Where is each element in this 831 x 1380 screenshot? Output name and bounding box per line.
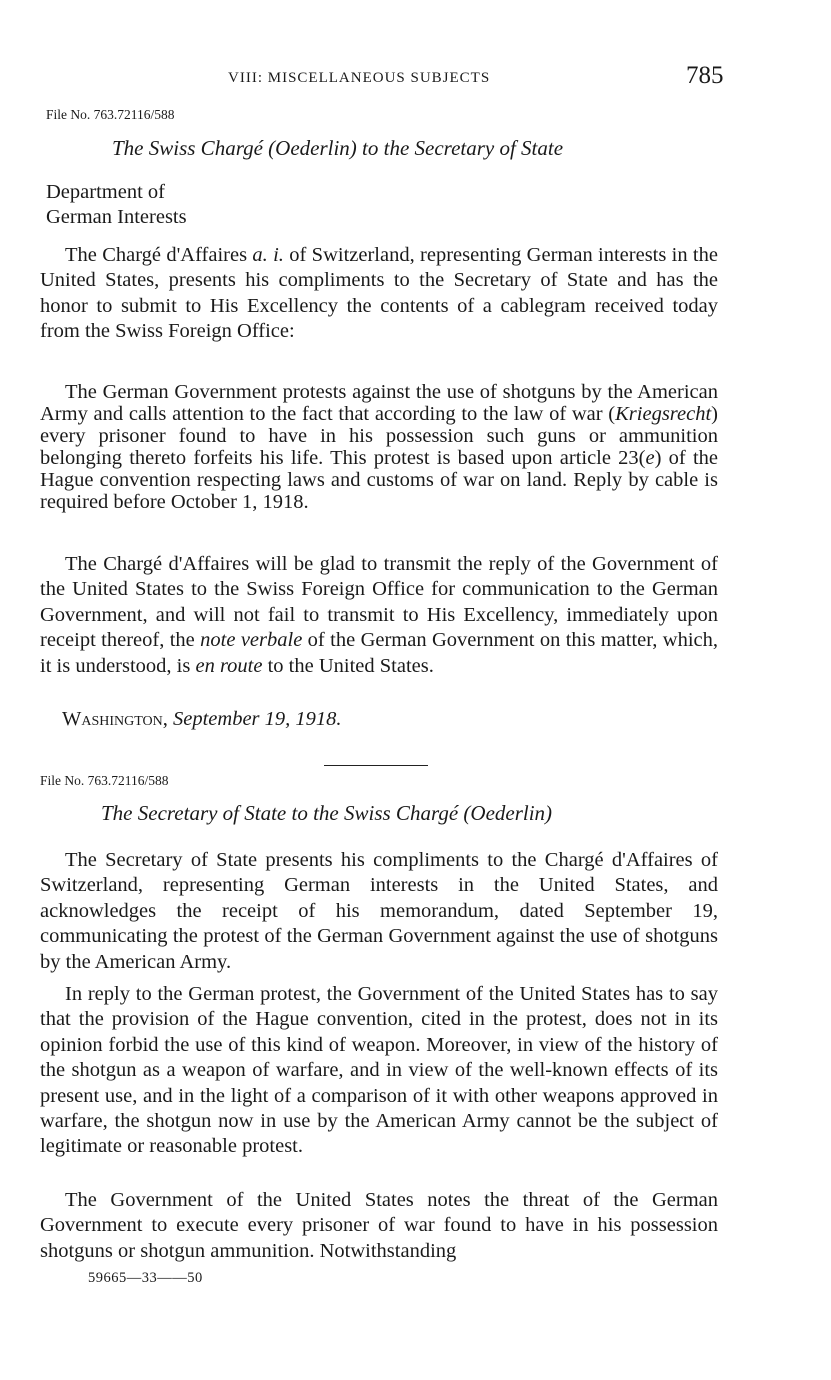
department-line-1: Department of bbox=[46, 181, 165, 203]
paragraph-text: The Government of the United States notes the threat of the German Government to execute every prisoner of war found to have in his possession shotguns or shotgun ammunition. Notwithstanding bbox=[40, 1189, 718, 1262]
department-line-2: German Interests bbox=[46, 206, 187, 228]
doc2-paragraph-2 bbox=[40, 982, 718, 1160]
signoff-place: Washington, bbox=[62, 708, 168, 730]
print-code: 59665—33——50 bbox=[88, 1270, 203, 1286]
signoff bbox=[62, 708, 342, 731]
paragraph-text: In reply to the German protest, the Government of the United States has to say that the provision of the Hague convention, cited in the protest, does not in its opinion forbid the use of this kind of weapon. Moreover, in view of the history of the shotgun as a weapon of warfare, and in view of the well-known effects of its present use, and in the light of a comparison of it with other weapons approved in warfare, the shotgun now in use by the American Army cannot be the subject of legitimate or reasonable protest. bbox=[40, 983, 718, 1158]
section-divider bbox=[324, 765, 428, 766]
italic-run: en route bbox=[195, 654, 263, 677]
doc1-paragraph-2 bbox=[40, 552, 718, 679]
italic-run: a. i. bbox=[252, 244, 284, 266]
doc1-file-number: File No. 763.72116/588 bbox=[46, 107, 175, 122]
running-head: VIII: MISCELLANEOUS SUBJECTS bbox=[228, 70, 491, 86]
doc2-paragraph-3 bbox=[40, 1188, 718, 1264]
text-run: of Switzerland, representing German interests in the United States, presents his compliments to the Secretary of State and has the honor to submit to His Excellency the contents of a cablegram received today from the Swiss Foreign Office: bbox=[40, 244, 718, 343]
italic-run: note verbale bbox=[200, 629, 303, 652]
department-heading bbox=[46, 180, 187, 230]
italic-run: Kriegsrecht bbox=[615, 403, 712, 425]
text-run: The German Government protests against the use of shotguns by the American Army and calls attention to the fact that according to the law of war ( bbox=[40, 381, 718, 425]
italic-run: e bbox=[645, 447, 655, 469]
doc1-title: The Swiss Chargé (Oederlin) to the Secretary of State bbox=[112, 136, 564, 160]
text-run: ) every prisoner found to have in his possession such guns or ammunition belonging thereto forfeits his life. This protest is based upon article 23( bbox=[40, 403, 718, 469]
doc2-paragraph-1 bbox=[40, 848, 718, 975]
cablegram-quote bbox=[40, 381, 718, 513]
doc2-file-number: File No. 763.72116/588 bbox=[40, 773, 169, 788]
paragraph-text: The Secretary of State presents his compliments to the Chargé d'Affaires of Switzerland, representing German interests in the United States, and acknowledges the receipt of his memorandum, dated September 19, communicating the protest of the German Government against the use of shotguns by the American Army. bbox=[40, 849, 718, 973]
text-run: The Chargé d'Affaires will be glad to transmit the reply of the Government of the United States to the Swiss Foreign Office for communication to the German Government, and will not fail to transmit to His Excellency, immediately upon receipt thereof, the bbox=[40, 553, 718, 652]
signoff-date: September 19, 1918. bbox=[173, 708, 342, 730]
page-header bbox=[0, 62, 831, 96]
page-number: 785 bbox=[686, 62, 724, 89]
doc1-paragraph-1 bbox=[40, 243, 718, 345]
text-run: ) of the Hague convention respecting laws and customs of war on land. Reply by cable is required before October 1, 1918. bbox=[40, 447, 718, 513]
text-run: The Chargé d'Affaires bbox=[65, 244, 253, 266]
text-run: to the United States. bbox=[262, 654, 434, 677]
text-run: of the German Government on this matter, which, it is understood, is bbox=[40, 629, 719, 677]
doc2-title: The Secretary of State to the Swiss Chargé (Oederlin) bbox=[101, 801, 553, 825]
